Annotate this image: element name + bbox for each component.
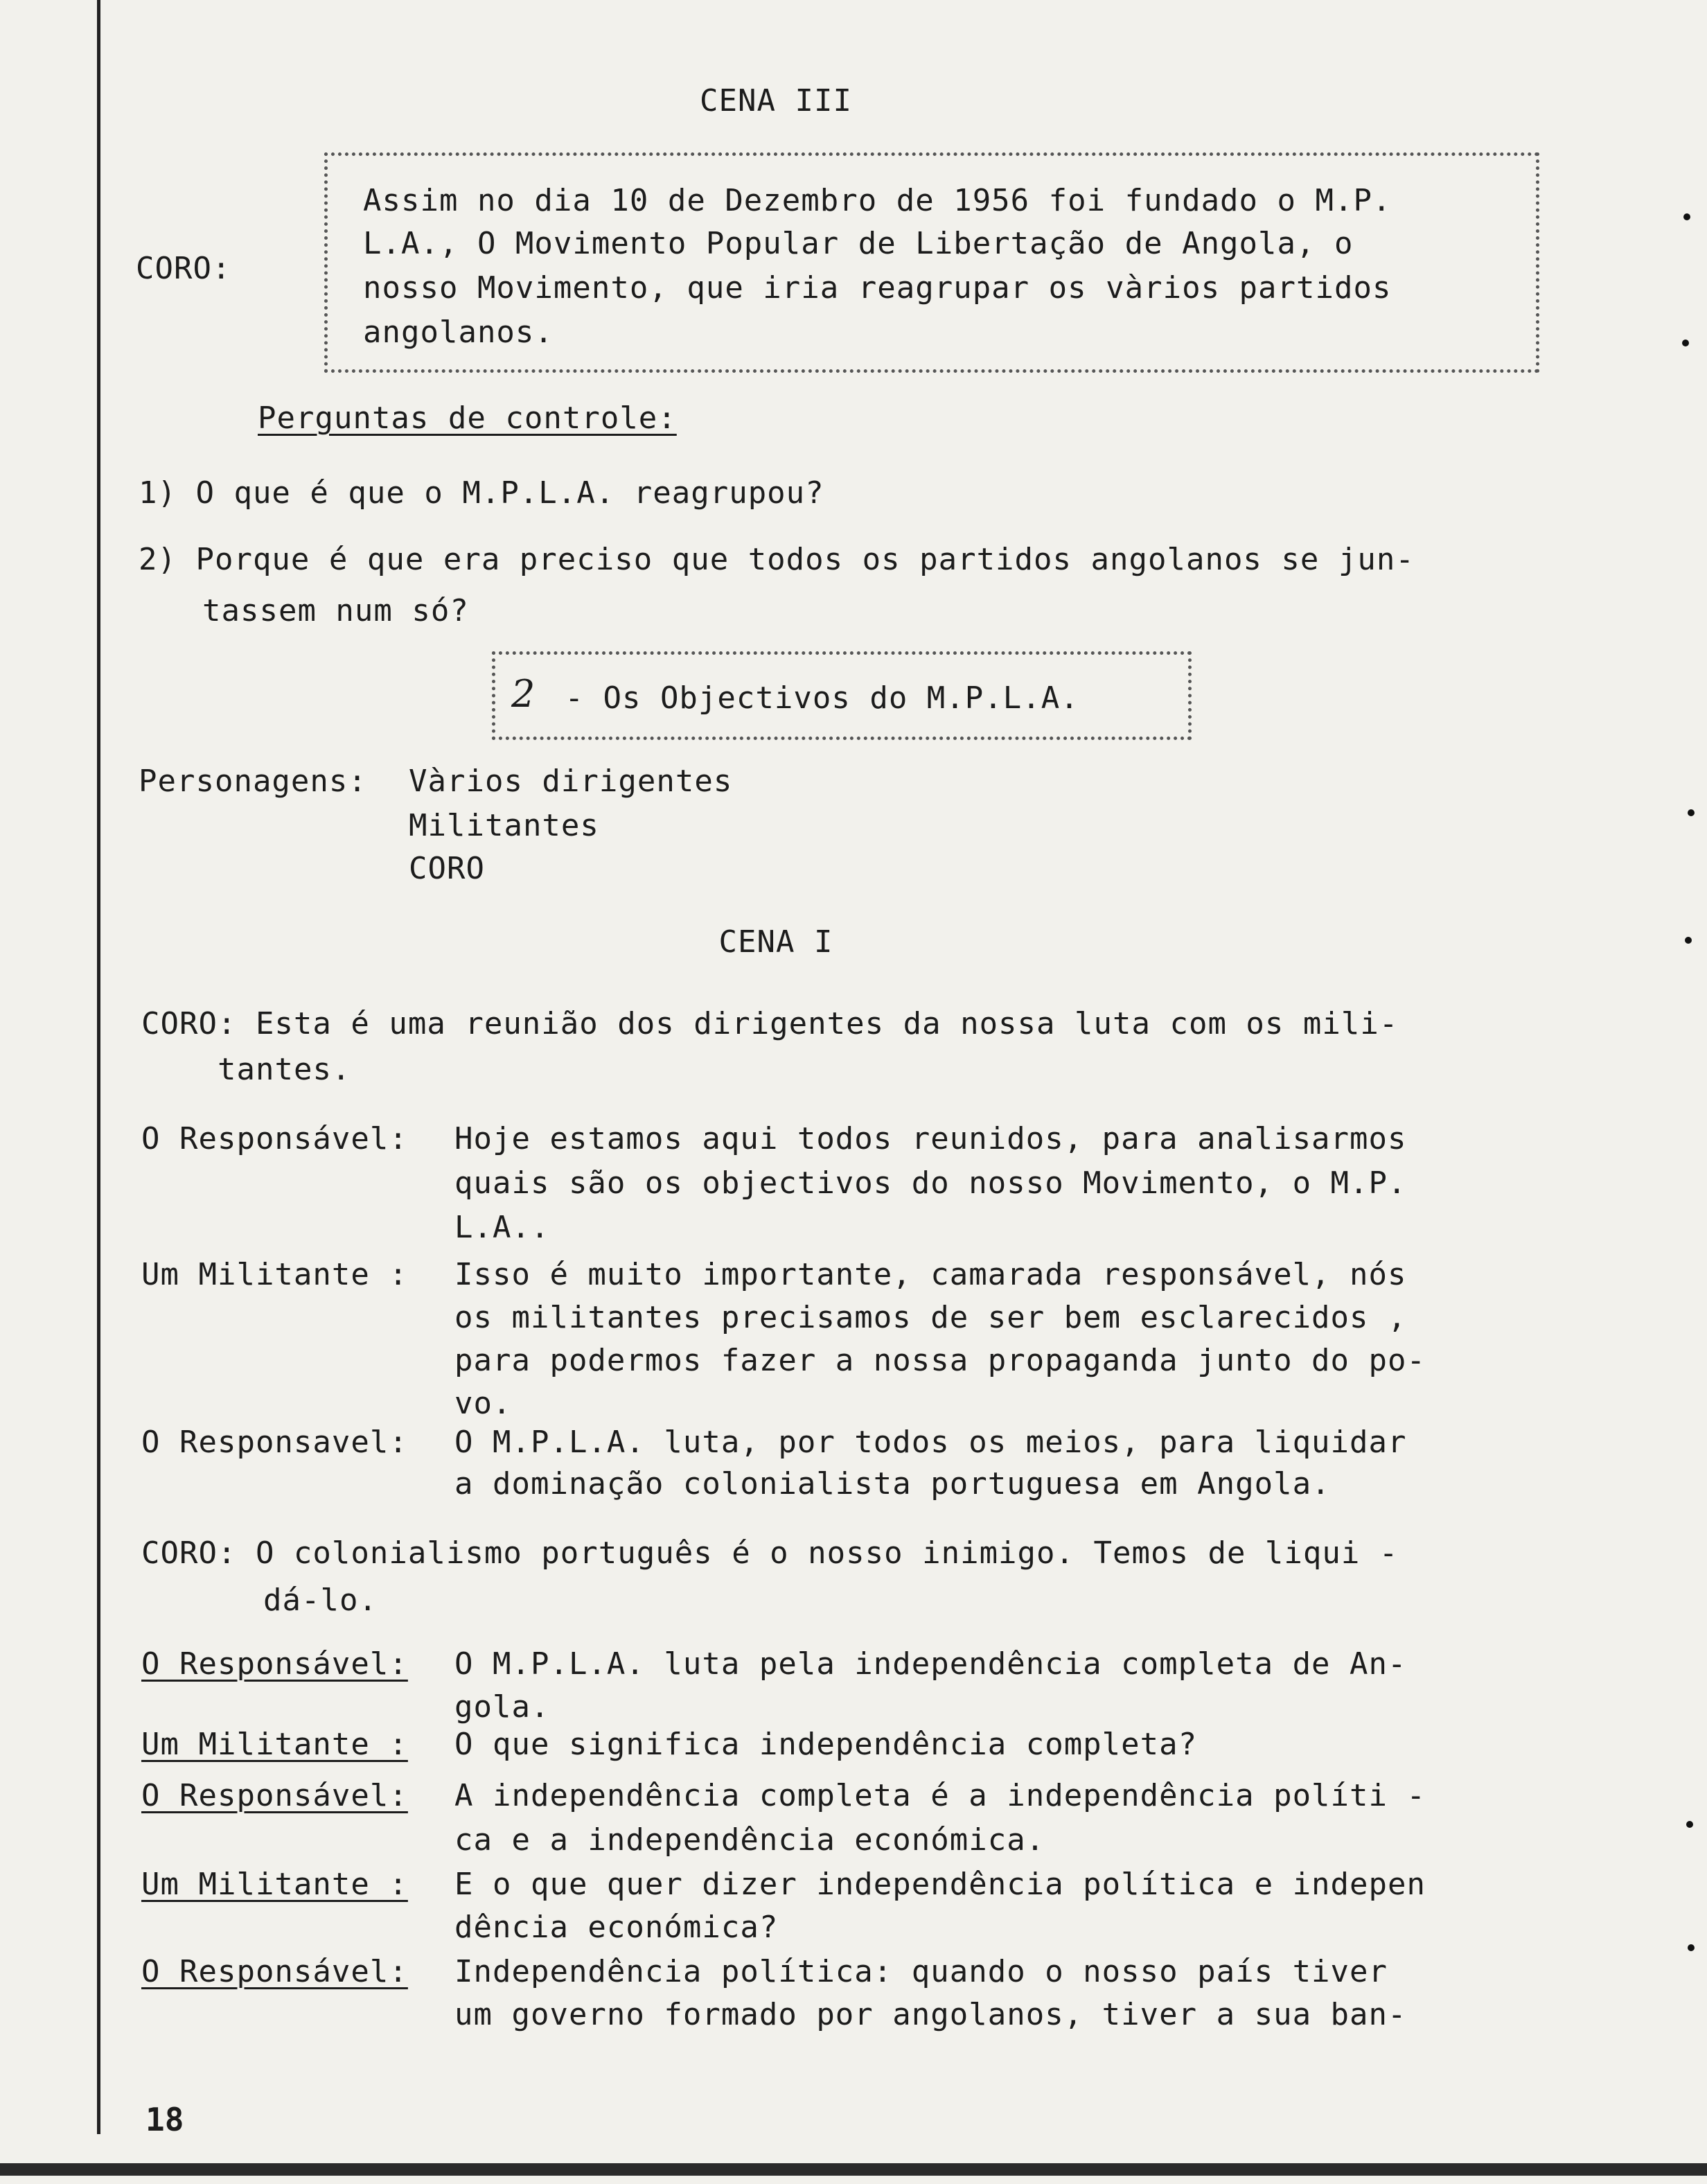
handwritten-section-number: 2 [511,672,536,716]
dialogue-line: E o que quer dizer independência política e indepen [454,1867,1426,1902]
coro-line: nosso Movimento, que iria reagrupar os vàrios partidos [363,270,1392,306]
coro-line: Assim no dia 10 de Dezembro de 1956 foi fundado o M.P. [363,183,1392,218]
character-item: Militantes [409,808,599,843]
scan-speck [1688,1944,1695,1951]
bottom-scan-edge [0,2163,1707,2176]
dialogue-line: Isso é muito importante, camarada responsável, nós [454,1257,1407,1292]
coro-speech-line: CORO: Esta é uma reunião dos dirigentes da nossa luta com os mili- [141,1006,1399,1041]
left-margin-rule [97,0,100,2134]
coro-line: L.A., O Movimento Popular de Libertação de Angola, o [363,226,1354,261]
coro-label: CORO: [136,251,231,286]
page-number: 18 [145,2101,184,2138]
speaker-label: O Responsável: [141,1778,408,1813]
speaker-label: O Responsável: [141,1121,408,1156]
dialogue-line: L.A.. [454,1210,550,1245]
dialogue-line: para podermos fazer a nossa propaganda junto do po- [454,1343,1426,1378]
speaker-label: Um Militante : [141,1257,408,1292]
character-item: Vàrios dirigentes [409,764,733,799]
speaker-label: O Responsavel: [141,1425,408,1460]
scan-speck [1683,213,1690,220]
scene-1-heading: CENA I [718,924,833,960]
speaker-label: Um Militante : [141,1727,408,1762]
scan-speck [1685,937,1692,944]
characters-label: Personagens: [139,764,367,799]
scan-speck [1686,1821,1693,1828]
dialogue-line: A independência completa é a independência políti - [454,1778,1426,1813]
dialogue-line: dência económica? [454,1910,779,1945]
question-2-line: tassem num só? [202,593,469,628]
scene-3-heading: CENA III [700,83,852,118]
dialogue-line: Hoje estamos aqui todos reunidos, para analisarmos [454,1121,1407,1156]
scan-speck [1688,809,1695,816]
dialogue-line: O M.P.L.A. luta pela independência completa de An- [454,1646,1407,1682]
control-questions-title: Perguntas de controle: [258,400,677,436]
speaker-label: Um Militante : [141,1867,408,1902]
scan-speck [1682,340,1689,346]
coro-speech-line: tantes. [218,1052,351,1087]
coro-line: angolanos. [363,315,554,350]
speaker-label: O Responsável: [141,1954,408,1989]
speaker-label: O Responsável: [141,1646,408,1682]
coro-speech-line: dá-lo. [263,1583,378,1618]
character-item: CORO [409,851,485,886]
dialogue-line: vo. [454,1386,512,1421]
dialogue-line: O que significa independência completa? [454,1727,1198,1762]
dialogue-line: os militantes precisamos de ser bem esclarecidos , [454,1300,1407,1335]
dialogue-line: Independência política: quando o nosso país tiver [454,1954,1388,1989]
dialogue-line: a dominação colonialista portuguesa em Angola. [454,1466,1331,1502]
question-1: 1) O que é que o M.P.L.A. reagrupou? [139,475,824,511]
dialogue-line: O M.P.L.A. luta, por todos os meios, para liquidar [454,1425,1407,1460]
coro-speech-line: CORO: O colonialismo português é o nosso inimigo. Temos de liqui - [141,1535,1399,1571]
dialogue-line: gola. [454,1689,550,1725]
dialogue-line: um governo formado por angolanos, tiver a sua ban- [454,1997,1407,2032]
dialogue-line: ca e a independência económica. [454,1822,1045,1858]
dialogue-line: quais são os objectivos do nosso Movimento, o M.P. [454,1165,1407,1201]
question-2-line: 2) Porque é que era preciso que todos os partidos angolanos se jun- [139,542,1415,577]
section-title: - Os Objectivos do M.P.L.A. [546,680,1079,716]
